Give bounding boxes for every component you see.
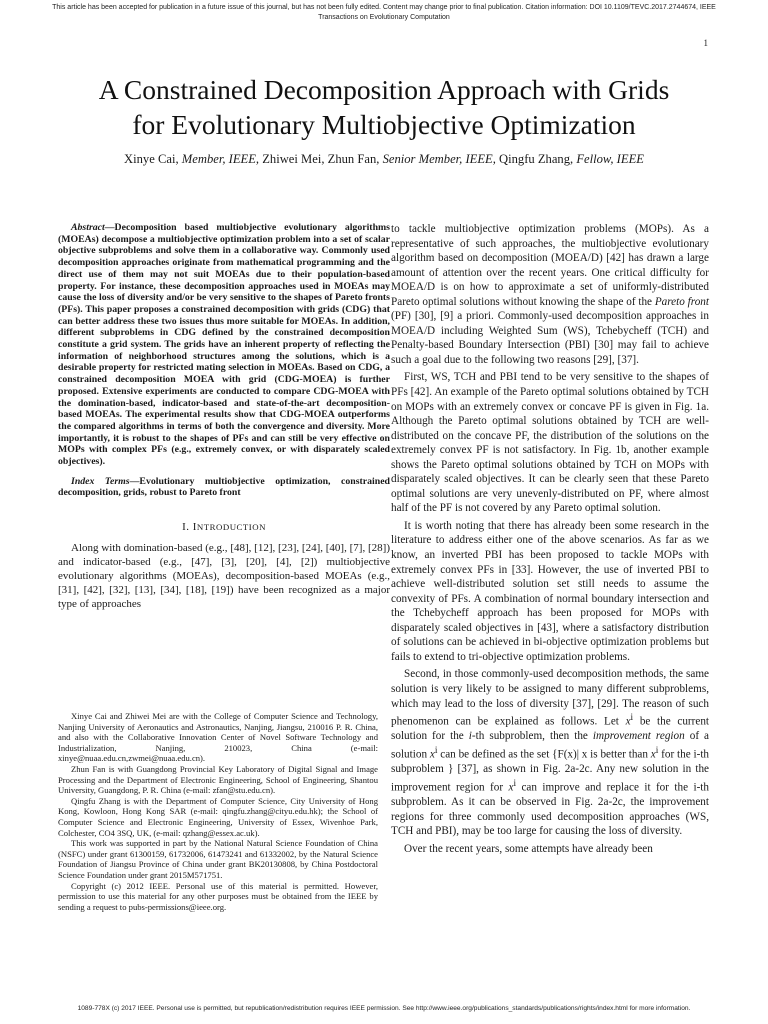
footnotes <box>58 711 378 912</box>
p4-sup-2: i <box>434 745 438 756</box>
footnote-copyright: Copyright (c) 2012 IEEE. Personal use of this material is permitted. However, permission to use this material for any other purposes must be obtained from the IEEE by sending a request to pubs-permissions@ieee.org. <box>58 880 378 912</box>
p4-x-4: x <box>508 781 514 794</box>
section-numeral: I. I <box>182 521 197 534</box>
paper-title-line1: A Constrained Decomposition Approach with Grids <box>98 74 670 105</box>
p4-text-g: can improve and replace it for the i-th subproblem. As it can be observed in Fig. 2a-2c, the improvement regions for three commonly used decomposition approaches (WS, TCH and PBI), may be too large for causing the loss of diversity. <box>391 781 710 838</box>
author-4: Qingfu Zhang, <box>499 152 574 166</box>
right-column <box>391 222 709 859</box>
footnote-affiliation-2: Zhun Fan is with Guangdong Provincial Key Laboratory of Digital Signal and Image Processing and the Department of Electronic Engineering, School of Engineering, Shantou University, Guangdong, P. R. China (e-mail: zfan@stu.edu.cn). <box>58 763 378 796</box>
journal-notice-line1: This article has been accepted for publication in a future issue of this journal, but has not been fully edited. Content may change prior to final publication. Citation information: DOI 10.1109/TEVC.2017.2744674, IEEE <box>52 4 716 11</box>
index-terms-text: —Evolutionary multiobjective optimization, constrained decomposition, grids, robust to Pareto front <box>58 475 390 499</box>
p4-i: i <box>468 730 472 743</box>
p4-sup: i <box>630 713 634 724</box>
p1-text-b: [30], [9] a priori. Commonly-used decomposition approaches in MOEA/D including Weighted Sum (WS), Tchebycheff (TCH) and Penalty-based Boundary Intersection (PBI) [30] may fail to achieve such a goal due to the following two reasons [29], [37]. <box>391 310 710 366</box>
abstract-text: —Decomposition based multiobjective evolutionary algorithms (MOEAs) decompose a multiobjective optimization problem into a set of scalar objective subproblems and solve them in a collaborative way. Commonly used decomposition approaches originate from mathematical programming and the direct use of them may not suit MOEAs due to their population-based property. For instance, these decomposition approaches used in MOEAs may cause the loss of diversity and/or be very sensitive to the shapes of Pareto fronts (PFs). This paper proposes a constrained decomposition with grids (CDG) that can better address these two issues thus more suitable for MOEAs. In addition, different subproblems in CDG defined by the constrained decomposition constitute a grid system. The grids have an inherent property of reflecting the information of neighborhood structures among the solutions, which is a desirable property for restricted mating selection in MOEAs. Based on CDG, a constrained decomposition MOEA with grid (CDG-MOEA) is further proposed. Extensive experiments are conducted to compare CDG-MOEA with the domination-based, indicator-based and state-of-the-art decomposition-based MOEAs. The experimental results show that CDG-MOEA outperforms the compared algorithms in terms of both the convergence and diversity. More importantly, it is robust to the shapes of PFs and can still be very effective on MOPs with complex PFs (e.g., extremely convex, or with disparately scaled objectives). <box>58 222 390 468</box>
right-paragraph-4 <box>391 667 709 838</box>
author-4-rank: Fellow, IEEE <box>576 152 644 166</box>
p1-pf-abbrev: (PF) <box>391 310 411 323</box>
right-paragraph-5: Over the recent years, some attempts have already been <box>404 842 653 855</box>
p4-text-e: can be defined as the set {F(x)| x is better than <box>440 748 648 761</box>
footnote-affiliation-3: Qingfu Zhang is with the Department of Computer Science, City University of Hong Kong, Kowloon, Hong Kong SAR (e-mail: qingfu.zhang@cityu.edu.hk); the School of Computer Science and Electronic Engineering, University of Essex, Wivenhoe Park, Colchester, CO4 3SQ, UK, (e-mail: qzhang@essex.ac.uk). <box>58 795 378 838</box>
p4-text-d: of a solution <box>391 730 710 761</box>
p1-pareto-front: Pareto front <box>654 295 709 308</box>
author-1: Xinye Cai, <box>124 152 179 166</box>
abstract-label: Abstract <box>71 222 105 233</box>
journal-notice-line2: Transactions on Evolutionary Computation <box>318 14 450 21</box>
author-1-rank: Member, IEEE, <box>181 152 260 166</box>
index-terms <box>58 476 390 499</box>
author-2-3: Zhiwei Mei, Zhun Fan, <box>262 152 380 166</box>
p4-x: x <box>625 715 631 728</box>
p4-x-3: x <box>650 748 656 761</box>
index-terms-label: Index Terms <box>71 475 130 487</box>
p4-sup-4: i <box>513 778 517 789</box>
page-number: 1 <box>703 38 708 48</box>
p4-text-f: for the i-th subproblem } [37], as shown in Fig. 2a-2c. Any new solution in the improvement region for <box>391 748 710 794</box>
right-paragraph-3: It is worth noting that there has already been some research in the literature to address either one of the above scenarios. As far as we know, an inverted PBI has been proposed to tackle MOPs with extremely convex PFs in [33]. However, the use of inverted PBI to achieve well-distributed solution set still needs to assume the convexity of PFs. A combination of normal boundary intersection and the Tchebycheff approach has been proposed for MOPs with disparately scaled objectives in [43], where a satisfactory distribution of solutions can be achieved in bi-objective optimization problems but fails to extend to tri-objective optimization problems. <box>391 519 709 663</box>
right-paragraph-2: First, WS, TCH and PBI tend to be very sensitive to the shapes of PFs [42]. An example of the Pareto optimal solutions obtained by TCH on MOPs with an extremely convex or concave PF is given in Fig. 1a. Although the Pareto optimal solutions obtained by TCH are well-distributed on the concave PF, the distribution of the solutions on the extremely convex PF is not satisfactory. In Fig. 1b, another example shows the Pareto optimal solutions obtained by TCH on MOPs with disparately scaled objectives. It can be clearly seen that these Pareto optimal solutions are very unevenly-distributed on PF, where almost half of the PF is not covered by any Pareto optimal solution. <box>391 371 709 515</box>
author-3-rank: Senior Member, IEEE, <box>382 152 496 166</box>
copyright-footer: 1089-778X (c) 2017 IEEE. Personal use is permitted, but republication/redistribution requires IEEE permission. See http://www.ieee.org/publications_standards/publications/rights/index.html for more information. <box>77 1005 691 1012</box>
author-list <box>30 151 738 167</box>
section-title: NTRODUCTION <box>196 522 266 533</box>
p4-text-b: be the current solution for the <box>391 715 710 743</box>
p4-improvement-region: improvement region <box>592 730 685 743</box>
footnote-affiliation-1: Xinye Cai and Zhiwei Mei are with the College of Computer Science and Technology, Nanjing University of Aeronautics and Astronautics, Nanjing, Jiangsu, 210016 P. R. China, and also with the Collaborative Innovation Center of Novel Software Technology and Industrialization, Nanjing, 210023, China (e-mail: xinye@nuaa.edu.cn,zwmei@nuaa.edu.cn). <box>58 711 378 764</box>
p4-text-c: -th subproblem, then the <box>471 730 588 743</box>
section-heading-introduction <box>58 521 390 535</box>
p4-x-2: x <box>429 748 435 761</box>
right-paragraph-1 <box>391 222 709 367</box>
footnote-funding: This work was supported in part by the National Natural Science Foundation of China (NSFC) under grant 61300159, 61732006, 61473241 and 61332002, by the Natural Science Foundation of Jiangsu Province of China under grant BK20130808, by China Postdoctoral Science Foundation under grant 2015M571751. <box>58 838 378 880</box>
journal-notice <box>0 3 768 23</box>
p4-sup-3: i <box>655 745 659 756</box>
intro-paragraph: Along with domination-based (e.g., [48], [12], [23], [24], [40], [7], [28]) and indicator-based (e.g., [47], [3], [20], [4], [2]) multiobjective evolutionary algorithms (MOEAs), decomposition-based MOEAs (e.g., [31], [42], [32], [13], [34], [18], [19]) have been recognized as a major type of approaches <box>58 542 390 610</box>
paper-title <box>30 72 738 142</box>
p1-text-a: to tackle multiobjective optimization problems (MOPs). As a representative of such approaches, the multiobjective evolutionary algorithm based on decomposition (MOEA/D) [42] has drawn a large amount of attention over the recent years. One critical difficulty for MOEA/D is on how to approximate a set of uniformly-distributed Pareto optimal solutions without knowing the shape of the <box>391 223 709 308</box>
paper-title-line2: for Evolutionary Multiobjective Optimization <box>132 109 636 140</box>
left-column <box>58 222 390 612</box>
p4-text-a: Second, in those commonly-used decomposition methods, the same solution is very likely to be assigned to many different subproblems, which may lead to the loss of diversity [37], [29]. The reason of such phenomenon can be explained as follows. Let <box>391 668 709 728</box>
abstract <box>58 222 390 468</box>
